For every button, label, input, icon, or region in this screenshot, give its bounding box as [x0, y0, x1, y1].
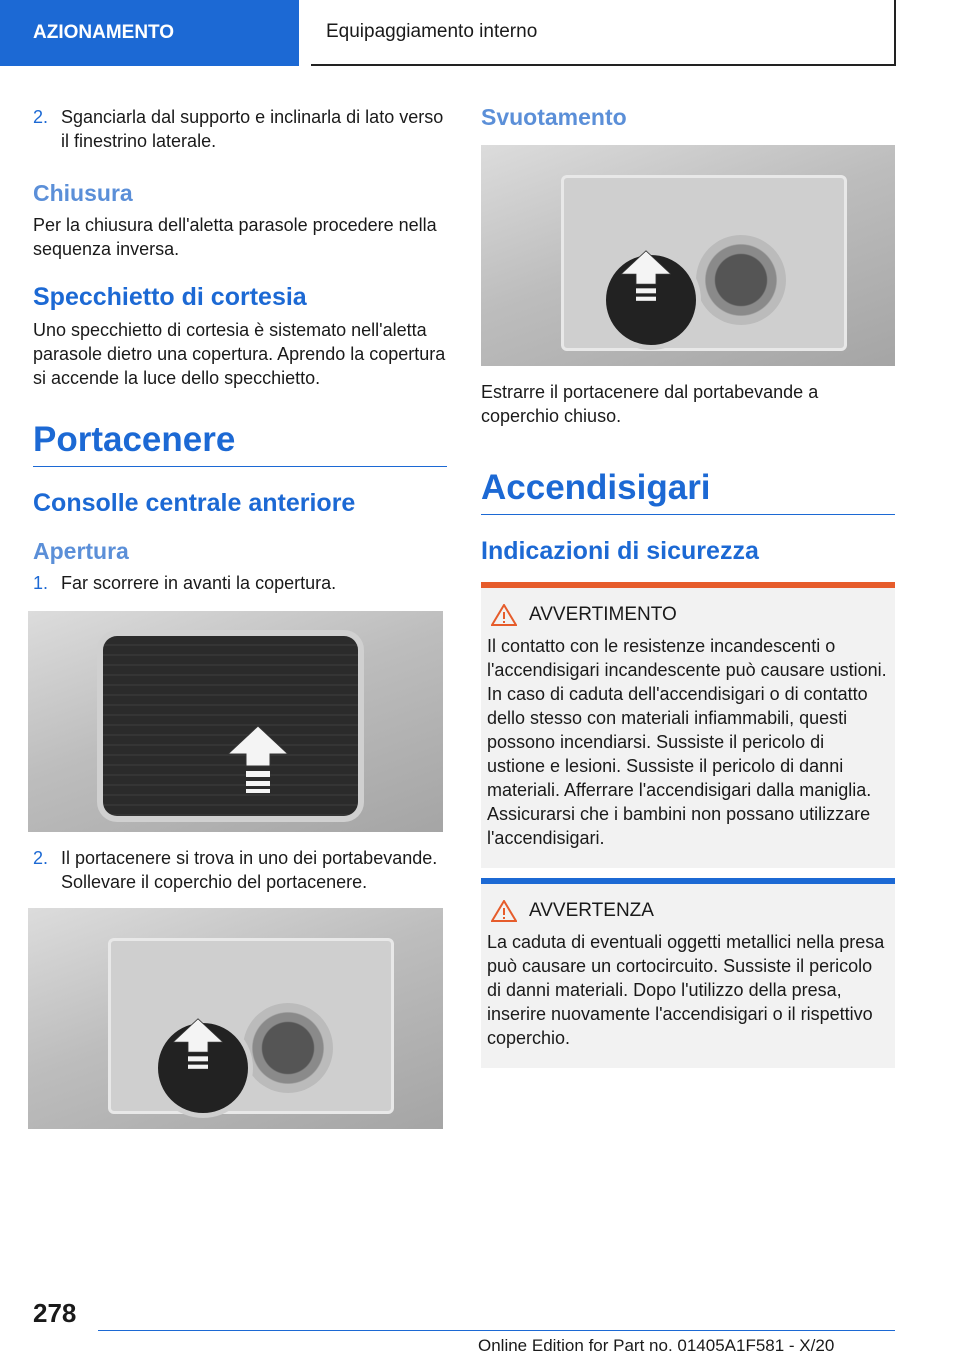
- cover-slide-illustration: [28, 611, 443, 832]
- arrow-up-icon: [228, 726, 288, 796]
- sicurezza-heading: Indicazioni di sicurezza: [481, 537, 759, 565]
- svuotamento-heading: Svuotamento: [481, 104, 627, 130]
- svuotamento-text: Estrarre il portacenere dal portabevande a coperchio chiuso.: [481, 382, 819, 426]
- notice-title: AVVERTENZA: [529, 900, 654, 921]
- step-text: Il portacenere si trova in uno dei portabevande. Sollevare il coperchio del portacenere.: [61, 848, 438, 892]
- accendisigari-heading: Accendisigari: [481, 468, 895, 515]
- step-item: [33, 105, 447, 153]
- notice-text: La caduta di eventuali oggetti metallici nella presa può causare un cortocircuito. Sussiste il pericolo di danni materiali. Dopo l'utilizzo della presa, inserire nuovamente l'accendisigari o il rispettivo coperchio.: [487, 932, 885, 1048]
- apertura-heading: Apertura: [33, 538, 129, 564]
- step-text: Sganciarla dal supporto e inclinarla di lato verso il finestrino laterale.: [61, 107, 444, 151]
- consolle-heading: Consolle centrale anteriore: [33, 489, 356, 517]
- warning-title-row: [487, 604, 887, 626]
- notice-box: [481, 878, 895, 1068]
- warning-text: Il contatto con le resistenze incandescenti o l'accendisigari incandescente può causare ustioni. In caso di caduta dell'accendisigari o di contatto dello stesso con materiali infiammabili, questi possono incendiarsi. Sussiste il pericolo di ustione e lesioni. Sussiste il pericolo di danni materiali. Afferrare l'accendisigari dalla maniglia. Assicurarsi che i bambini non possano utilizzare l'accendisigari.: [487, 636, 887, 848]
- warning-triangle-icon: [491, 604, 517, 626]
- right-column: [481, 100, 895, 1068]
- arrow-up-icon: [173, 1013, 223, 1083]
- cupholder: [696, 235, 786, 325]
- warning-title: AVVERTIMENTO: [529, 604, 677, 625]
- ashtray-lift-illustration: [28, 908, 443, 1129]
- chapter-header: [311, 0, 896, 66]
- arrow-up-icon: [621, 245, 671, 315]
- edition-text: Online Edition for Part no. 01405A1F581 - X/20: [478, 1336, 835, 1355]
- notice-title-row: [487, 900, 887, 922]
- step-number: 2.: [33, 107, 49, 127]
- step-item: [33, 846, 447, 894]
- step-number: 1.: [33, 573, 49, 593]
- cupholder: [243, 1003, 333, 1093]
- section-label: AZIONAMENTO: [33, 22, 175, 43]
- ashtray-empty-illustration: [481, 145, 895, 366]
- step-text: Far scorrere in avanti la copertura.: [61, 573, 337, 593]
- specchietto-text: Uno specchietto di cortesia è sistemato nell'aletta parasole dietro una copertura. Aprendo la copertura si accende la luce dello specchietto.: [33, 320, 446, 388]
- warning-triangle-icon: [491, 900, 517, 922]
- warning-box: [481, 582, 895, 868]
- section-tab[interactable]: [0, 0, 299, 66]
- page-number: 278: [33, 1298, 77, 1328]
- portacenere-heading: Portacenere: [33, 420, 447, 467]
- chapter-title: Equipaggiamento interno: [326, 21, 538, 42]
- chiusura-heading: Chiusura: [33, 180, 133, 206]
- step-number: 2.: [33, 848, 49, 868]
- chiusura-text: Per la chiusura dell'aletta parasole procedere nella sequenza inversa.: [33, 215, 437, 259]
- footer-divider: [98, 1330, 895, 1331]
- step-item: [33, 571, 447, 595]
- left-column: [33, 100, 447, 1129]
- specchietto-heading: Specchietto di cortesia: [33, 283, 307, 311]
